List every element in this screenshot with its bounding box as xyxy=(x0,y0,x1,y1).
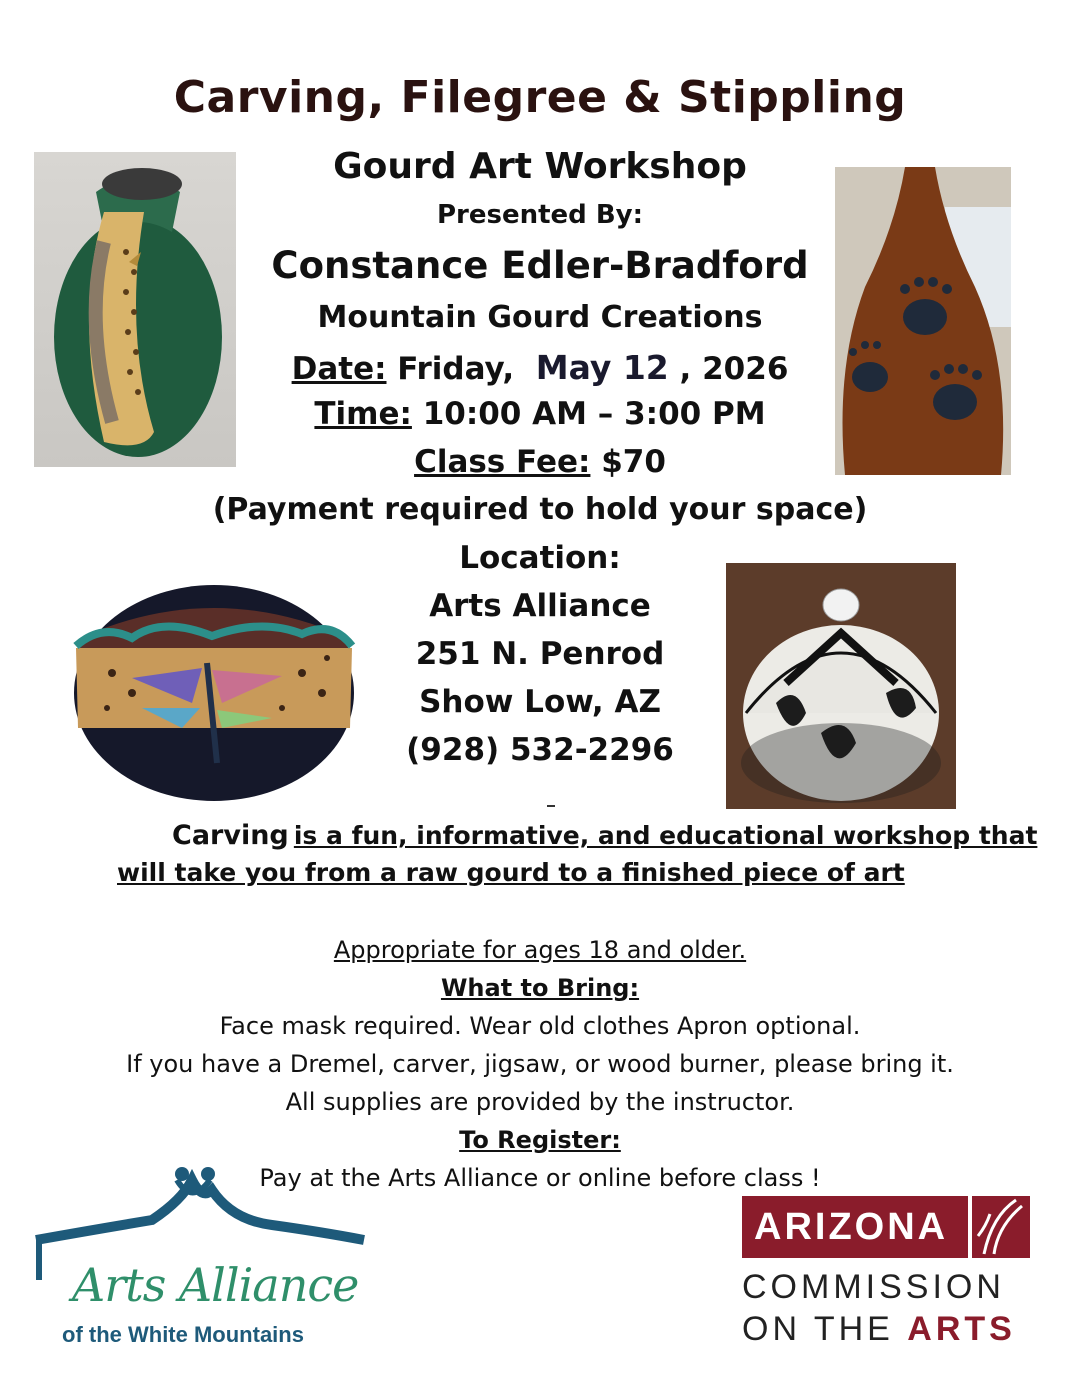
phone-number: (928) 532-2296 xyxy=(406,732,674,768)
date-label: Date: xyxy=(291,351,387,387)
azca-banner xyxy=(742,1196,968,1258)
divider-dash xyxy=(547,805,555,807)
register-heading: To Register: xyxy=(459,1126,621,1154)
location-name: Arts Alliance xyxy=(429,588,651,624)
date-month-day: May 12 xyxy=(535,348,669,387)
workshop-subtitle: Gourd Art Workshop xyxy=(333,146,747,187)
register-line: Pay at the Arts Alliance or online before class ! xyxy=(259,1164,821,1192)
company-name: Mountain Gourd Creations xyxy=(317,300,763,335)
description-line1 xyxy=(172,820,1037,851)
bring-line3: All supplies are provided by the instructor. xyxy=(285,1088,795,1116)
presented-by-label: Presented By: xyxy=(436,200,644,230)
description-line2: will take you from a raw gourd to a finished piece of art xyxy=(117,858,905,887)
address-line2: Show Low, AZ xyxy=(419,684,661,720)
bear-paw-gourd-photo xyxy=(835,167,1011,475)
time-label: Time: xyxy=(314,396,412,432)
azca-logo xyxy=(742,1196,1032,1346)
payment-note: (Payment required to hold your space) xyxy=(212,492,868,527)
bring-line1: Face mask required. Wear old clothes Apron optional. xyxy=(219,1012,861,1040)
arts-alliance-subtitle: of the White Mountains xyxy=(62,1322,304,1347)
address-line1: 251 N. Penrod xyxy=(415,636,665,672)
dragonfly-bowl-photo xyxy=(72,578,357,803)
bring-line2: If you have a Dremel, carver, jigsaw, or wood burner, please bring it. xyxy=(126,1050,954,1078)
azca-word-commission: COMMISSION xyxy=(742,1268,1005,1306)
azca-line3 xyxy=(742,1310,1016,1349)
bring-heading: What to Bring: xyxy=(440,974,640,1002)
azca-word-on-the: ON THE xyxy=(742,1310,894,1348)
page-title: Carving, Filegree & Stippling xyxy=(173,72,907,123)
age-requirement: Appropriate for ages 18 and older. xyxy=(333,936,747,964)
date-year: , 2026 xyxy=(679,351,789,387)
brush-stroke-icon xyxy=(972,1196,1030,1258)
description-lead-word: Carving xyxy=(172,820,289,851)
description-line1-rest: is a fun, informative, and educational workshop that xyxy=(293,821,1038,850)
time-value: 10:00 AM – 3:00 PM xyxy=(422,396,766,432)
fee-label: Class Fee: xyxy=(414,444,591,480)
leaf-gourd-box-photo xyxy=(726,563,956,809)
fee-value: $70 xyxy=(601,444,666,480)
azca-word-arizona: ARIZONA xyxy=(754,1206,949,1248)
location-label: Location: xyxy=(459,540,621,576)
arts-alliance-script: Arts Alliance xyxy=(72,1258,359,1312)
arts-alliance-logo xyxy=(32,1160,372,1350)
azca-word-arts: ARTS xyxy=(907,1310,1016,1348)
presenter-name: Constance Edler-Bradford xyxy=(271,244,809,287)
date-day: Friday, xyxy=(397,351,515,387)
green-gourd-photo xyxy=(34,152,236,467)
